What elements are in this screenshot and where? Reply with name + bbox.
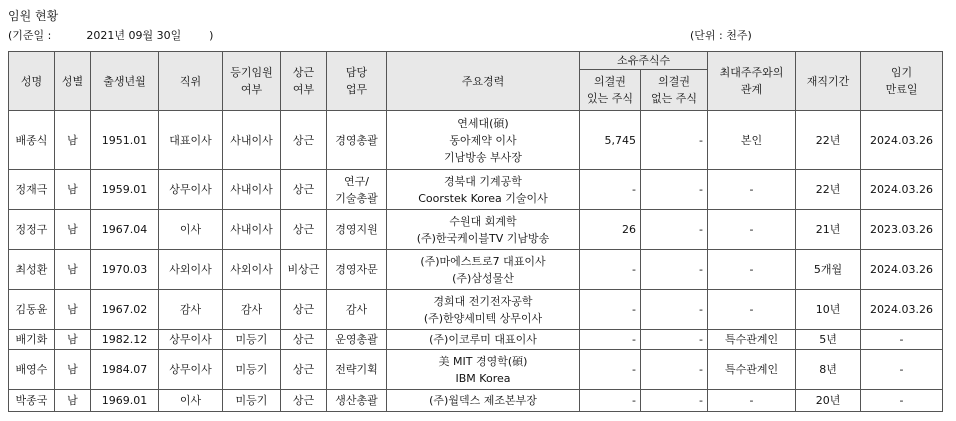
- cell-name: 박종국: [9, 390, 55, 412]
- cell-gender: 남: [55, 210, 91, 250]
- cell-name: 배종식: [9, 111, 55, 170]
- cell-term-end: 2024.03.26: [861, 250, 943, 290]
- cell-duty: 경영자문: [327, 250, 387, 290]
- cell-voting-shares: -: [580, 330, 641, 350]
- cell-term-end: 2024.03.26: [861, 170, 943, 210]
- cell-tenure: 20년: [796, 390, 861, 412]
- cell-term-end: 2023.03.26: [861, 210, 943, 250]
- cell-duty: 운영총괄: [327, 330, 387, 350]
- table-row: [9, 290, 943, 330]
- header-gender: 성별: [55, 52, 91, 111]
- cell-name: 정재극: [9, 170, 55, 210]
- cell-term-end: 2024.03.26: [861, 111, 943, 170]
- cell-voting-shares: 26: [580, 210, 641, 250]
- table-row: [9, 330, 943, 350]
- header-shares: 소유주식수: [580, 52, 708, 70]
- cell-tenure: 10년: [796, 290, 861, 330]
- cell-duty: 생산총괄: [327, 390, 387, 412]
- cell-registered: 사내이사: [223, 210, 281, 250]
- cell-tenure: 22년: [796, 111, 861, 170]
- cell-voting-shares: -: [580, 390, 641, 412]
- cell-birth: 1951.01: [91, 111, 159, 170]
- cell-fulltime: 비상근: [281, 250, 327, 290]
- cell-position: 이사: [159, 210, 223, 250]
- header-position: 직위: [159, 52, 223, 111]
- cell-tenure: 5개월: [796, 250, 861, 290]
- cell-career: 경희대 전기전자공학 (주)한양세미텍 상무이사: [387, 290, 580, 330]
- cell-position: 상무이사: [159, 350, 223, 390]
- cell-gender: 남: [55, 390, 91, 412]
- cell-nonvoting-shares: -: [641, 170, 708, 210]
- cell-duty: 경영지원: [327, 210, 387, 250]
- cell-birth: 1959.01: [91, 170, 159, 210]
- cell-registered: 사내이사: [223, 111, 281, 170]
- table-header: [9, 52, 943, 111]
- cell-term-end: 2024.03.26: [861, 290, 943, 330]
- cell-fulltime: 상근: [281, 350, 327, 390]
- cell-relation: -: [708, 170, 796, 210]
- cell-birth: 1982.12: [91, 330, 159, 350]
- cell-birth: 1969.01: [91, 390, 159, 412]
- header-relation: 최대주주와의 관계: [708, 52, 796, 111]
- cell-gender: 남: [55, 250, 91, 290]
- table-row: [9, 250, 943, 290]
- table-row: [9, 390, 943, 412]
- cell-fulltime: 상근: [281, 390, 327, 412]
- cell-name: 정정구: [9, 210, 55, 250]
- header-voting-shares: 의결권 있는 주식: [580, 70, 641, 111]
- cell-position: 감사: [159, 290, 223, 330]
- cell-name: 최성환: [9, 250, 55, 290]
- cell-gender: 남: [55, 111, 91, 170]
- cell-career: (주)월덱스 제조본부장: [387, 390, 580, 412]
- cell-fulltime: 상근: [281, 170, 327, 210]
- cell-birth: 1984.07: [91, 350, 159, 390]
- cell-tenure: 21년: [796, 210, 861, 250]
- cell-duty: 전략기획: [327, 350, 387, 390]
- cell-registered: 감사: [223, 290, 281, 330]
- header-fulltime: 상근 여부: [281, 52, 327, 111]
- cell-nonvoting-shares: -: [641, 290, 708, 330]
- cell-name: 배영수: [9, 350, 55, 390]
- cell-gender: 남: [55, 290, 91, 330]
- cell-term-end: -: [861, 390, 943, 412]
- cell-voting-shares: -: [580, 350, 641, 390]
- cell-birth: 1967.04: [91, 210, 159, 250]
- header-term-end: 임기 만료일: [861, 52, 943, 111]
- cell-duty: 연구/ 기술총괄: [327, 170, 387, 210]
- cell-nonvoting-shares: -: [641, 350, 708, 390]
- cell-nonvoting-shares: -: [641, 390, 708, 412]
- cell-registered: 사외이사: [223, 250, 281, 290]
- header-name: 성명: [9, 52, 55, 111]
- cell-position: 이사: [159, 390, 223, 412]
- header-duty: 담당 업무: [327, 52, 387, 111]
- cell-career: 연세대(碩) 동아제약 이사 기남방송 부사장: [387, 111, 580, 170]
- cell-position: 사외이사: [159, 250, 223, 290]
- cell-voting-shares: 5,745: [580, 111, 641, 170]
- table-row: [9, 111, 943, 170]
- table-row: [9, 170, 943, 210]
- cell-gender: 남: [55, 330, 91, 350]
- table-row: [9, 210, 943, 250]
- cell-registered: 미등기: [223, 330, 281, 350]
- header-nonvoting-shares: 의결권 없는 주식: [641, 70, 708, 111]
- cell-relation: -: [708, 390, 796, 412]
- cell-career: 수원대 회계학 (주)한국케이블TV 기남방송: [387, 210, 580, 250]
- cell-relation: 특수관계인: [708, 330, 796, 350]
- header-registered: 등기임원 여부: [223, 52, 281, 111]
- cell-nonvoting-shares: -: [641, 330, 708, 350]
- cell-registered: 미등기: [223, 390, 281, 412]
- header-birth: 출생년월: [91, 52, 159, 111]
- cell-fulltime: 상근: [281, 330, 327, 350]
- cell-birth: 1970.03: [91, 250, 159, 290]
- unit-label: (단위 : 천주): [690, 29, 752, 42]
- cell-career: 경북대 기계공학 Coorstek Korea 기술이사: [387, 170, 580, 210]
- cell-voting-shares: -: [580, 250, 641, 290]
- cell-fulltime: 상근: [281, 210, 327, 250]
- cell-career: 美 MIT 경영학(碩) IBM Korea: [387, 350, 580, 390]
- cell-term-end: -: [861, 330, 943, 350]
- cell-nonvoting-shares: -: [641, 111, 708, 170]
- cell-nonvoting-shares: -: [641, 210, 708, 250]
- base-date: (기준일 : 2021년 09월 30일 ): [8, 29, 214, 42]
- cell-name: 김동윤: [9, 290, 55, 330]
- cell-duty: 감사: [327, 290, 387, 330]
- cell-position: 상무이사: [159, 170, 223, 210]
- cell-nonvoting-shares: -: [641, 250, 708, 290]
- cell-relation: 특수관계인: [708, 350, 796, 390]
- cell-birth: 1967.02: [91, 290, 159, 330]
- cell-relation: 본인: [708, 111, 796, 170]
- cell-term-end: -: [861, 350, 943, 390]
- cell-tenure: 22년: [796, 170, 861, 210]
- table-body: [9, 111, 943, 412]
- executives-table: [8, 51, 943, 412]
- cell-registered: 사내이사: [223, 170, 281, 210]
- cell-relation: -: [708, 250, 796, 290]
- cell-position: 상무이사: [159, 330, 223, 350]
- cell-relation: -: [708, 290, 796, 330]
- cell-gender: 남: [55, 350, 91, 390]
- cell-name: 배기화: [9, 330, 55, 350]
- cell-tenure: 8년: [796, 350, 861, 390]
- cell-voting-shares: -: [580, 290, 641, 330]
- cell-career: (주)마에스트로7 대표이사 (주)삼성물산: [387, 250, 580, 290]
- table-row: [9, 350, 943, 390]
- cell-tenure: 5년: [796, 330, 861, 350]
- cell-fulltime: 상근: [281, 290, 327, 330]
- cell-relation: -: [708, 210, 796, 250]
- cell-duty: 경영총괄: [327, 111, 387, 170]
- cell-gender: 남: [55, 170, 91, 210]
- cell-registered: 미등기: [223, 350, 281, 390]
- page-title: 임원 현황: [8, 9, 59, 23]
- header-tenure: 재직기간: [796, 52, 861, 111]
- cell-position: 대표이사: [159, 111, 223, 170]
- cell-career: (주)이코루미 대표이사: [387, 330, 580, 350]
- header-career: 주요경력: [387, 52, 580, 111]
- cell-voting-shares: -: [580, 170, 641, 210]
- cell-fulltime: 상근: [281, 111, 327, 170]
